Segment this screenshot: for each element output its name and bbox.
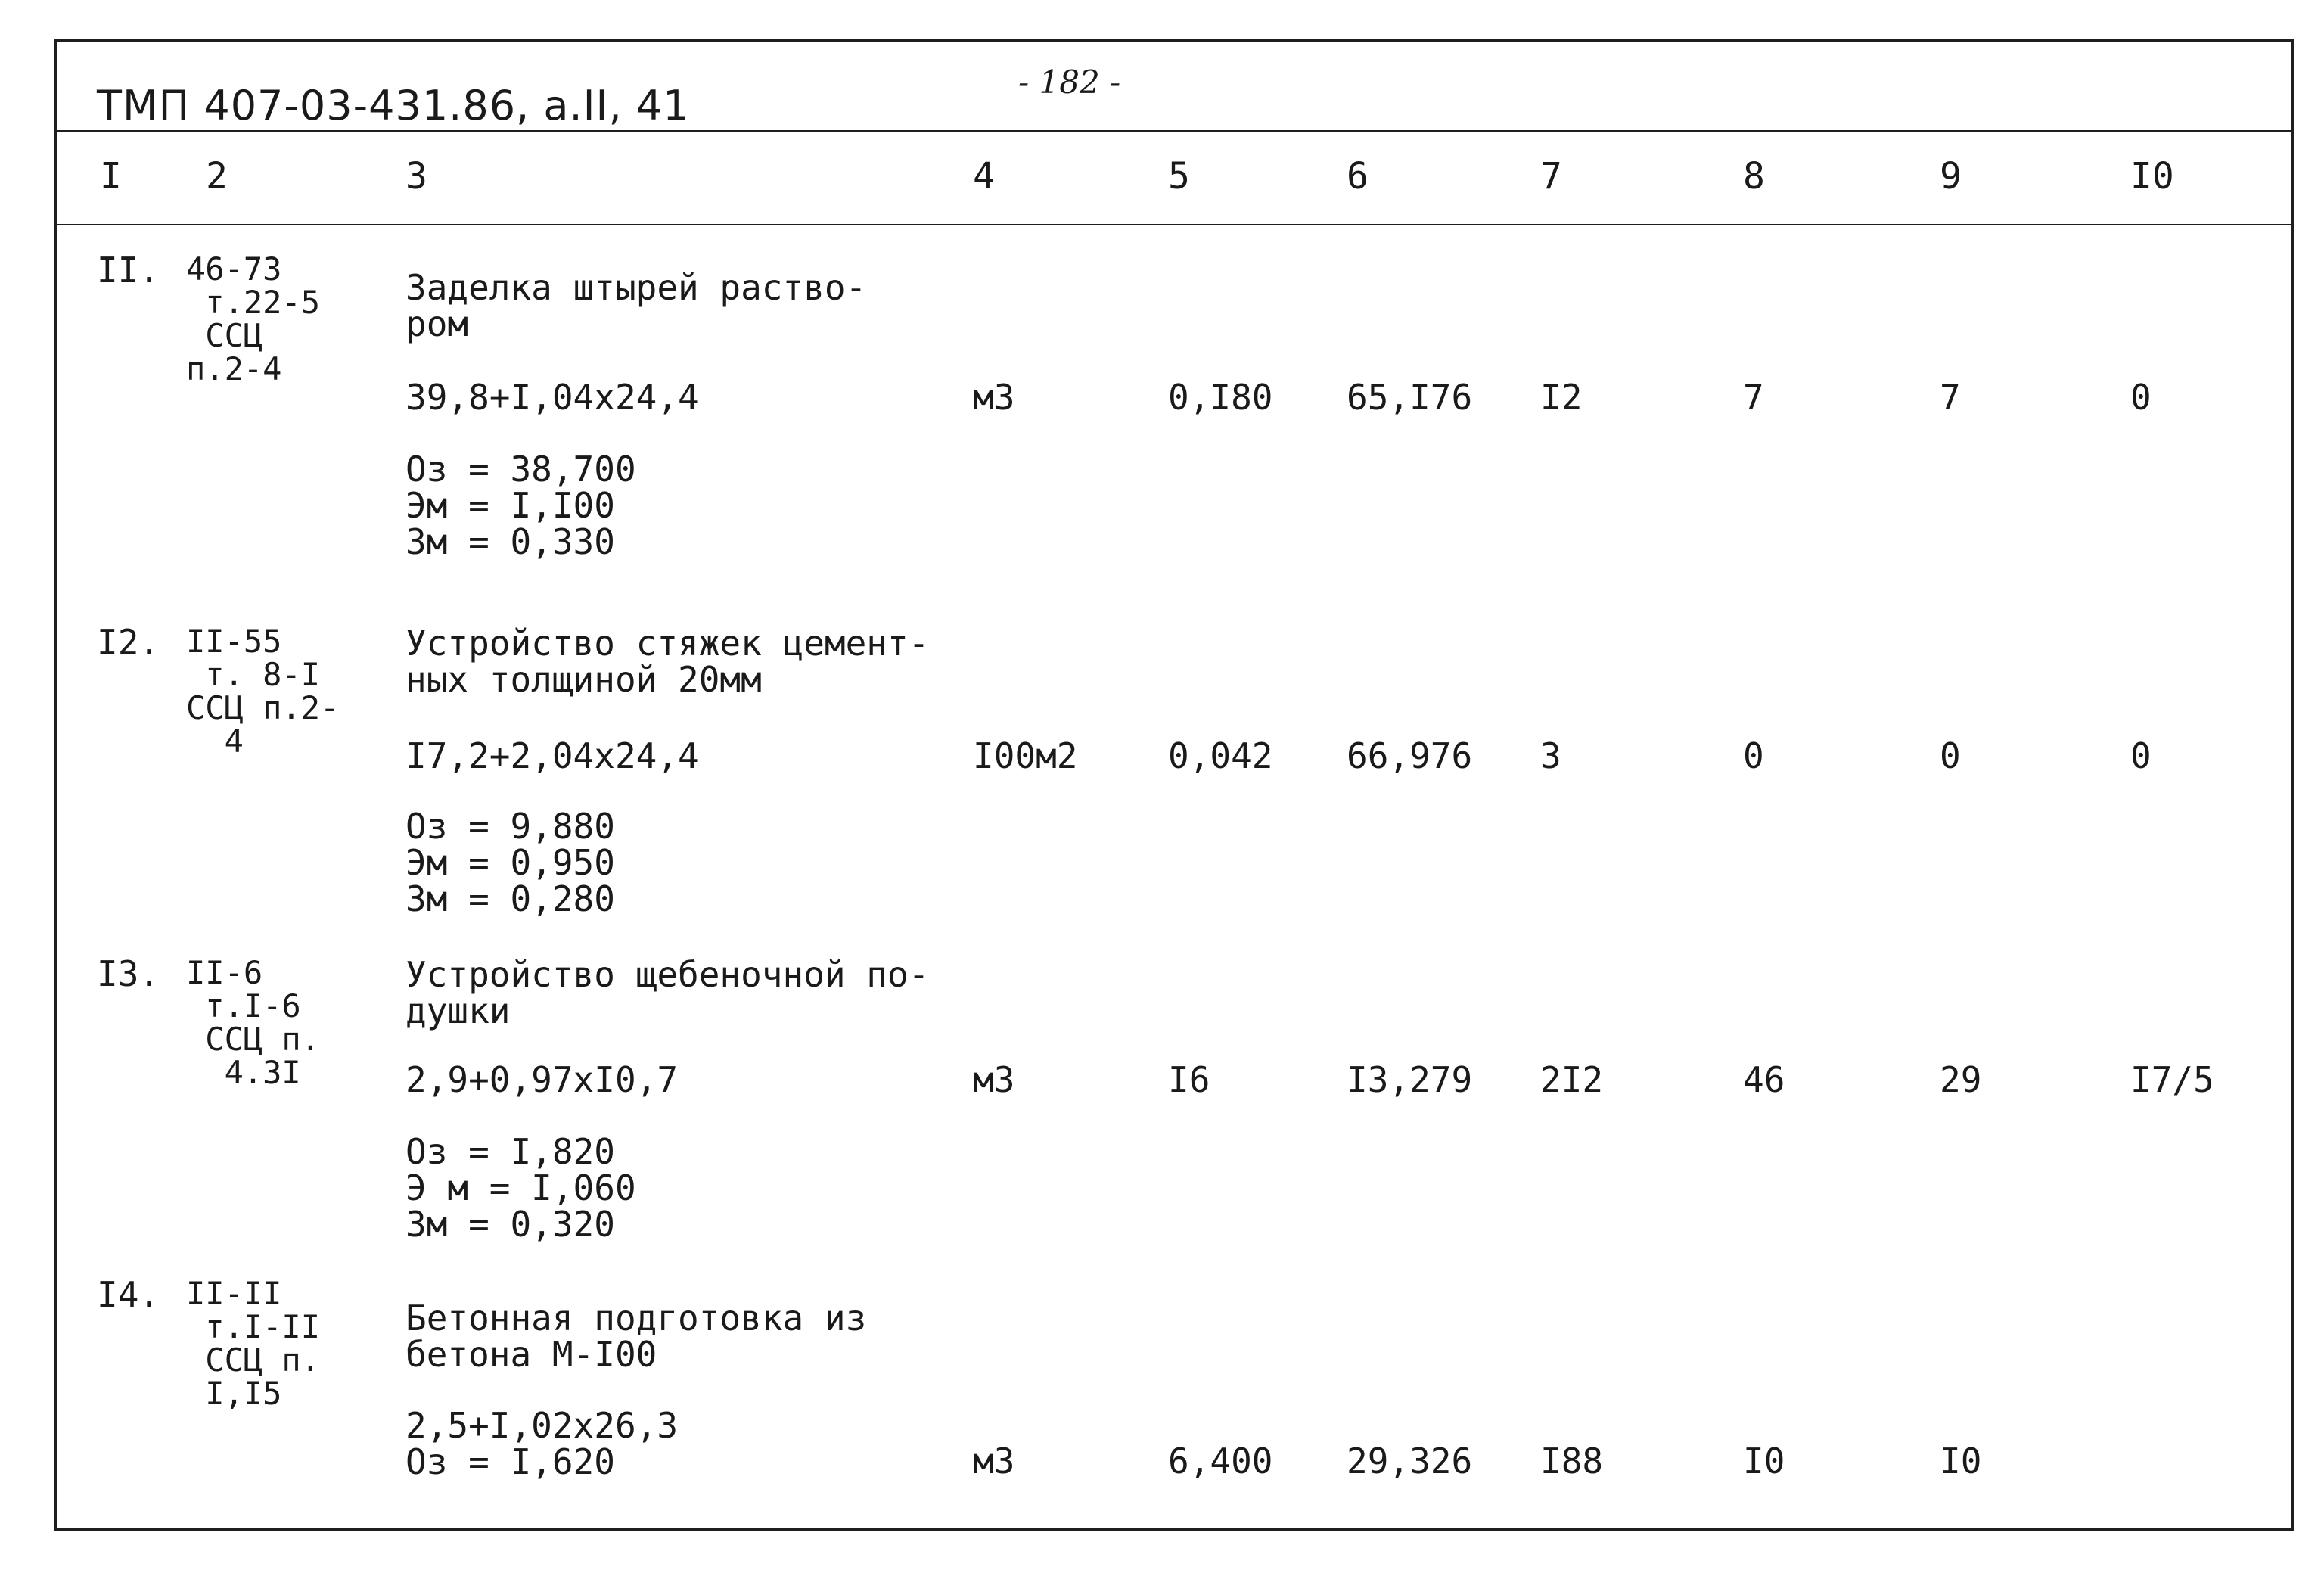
norm-reference: 46-73 т.22-5 ССЦ п.2-4: [186, 250, 321, 387]
column-header-7: 7: [1540, 155, 1562, 197]
cost-notes: Оз = 38,700 Эм = I,I00 Зм = 0,330: [405, 449, 636, 562]
volume-formula: 2,9+0,97xI0,7: [405, 1059, 679, 1100]
value-col5: 0,I80: [1168, 377, 1273, 418]
value-col8: 7: [1743, 377, 1764, 418]
norm-reference: II-6 т.I-6 ССЦ п. 4.3I: [186, 954, 321, 1091]
column-header-2: 2: [206, 155, 228, 197]
document-frame: [54, 39, 2294, 1531]
value-col8: 0: [1743, 735, 1764, 776]
work-title: Устройство стяжек цемент- ных толщиной 20мм: [405, 623, 930, 700]
norm-reference: II-II т.I-II ССЦ п. I,I5: [186, 1275, 321, 1412]
volume-formula: 2,5+I,02x26,3 Оз = I,620: [405, 1405, 679, 1482]
page-number: - 182 -: [1018, 64, 1121, 101]
cost-notes: Оз = I,820 Э м = I,060 Зм = 0,320: [405, 1131, 636, 1245]
value-col5: I6: [1168, 1059, 1210, 1100]
value-col9: 0: [1940, 735, 1961, 776]
column-header-9: 9: [1940, 155, 1962, 197]
value-col7: 3: [1540, 735, 1561, 776]
unit: м3: [973, 377, 1015, 418]
value-col8: I0: [1743, 1441, 1785, 1481]
work-title: Бетонная подготовка из бетона М-I00: [405, 1298, 867, 1375]
value-col8: 46: [1743, 1059, 1785, 1100]
header-top-rule: [57, 130, 2291, 132]
column-header-1: I: [100, 155, 122, 197]
value-col7: 2I2: [1540, 1059, 1604, 1100]
column-header-10: I0: [2130, 155, 2174, 197]
page-title: ТМП 407-03-431.86, а.II, 41: [97, 82, 690, 129]
volume-formula: 39,8+I,04x24,4: [405, 377, 699, 418]
value-col6: 29,326: [1347, 1441, 1473, 1481]
value-col9: 7: [1940, 377, 1961, 418]
value-col6: 66,976: [1347, 735, 1473, 776]
unit: м3: [973, 1441, 1015, 1481]
column-header-3: 3: [405, 155, 427, 197]
column-header-5: 5: [1168, 155, 1190, 197]
value-col10: 0: [2130, 377, 2152, 418]
column-header-8: 8: [1743, 155, 1765, 197]
row-number: I2.: [97, 622, 160, 663]
row-number: I3.: [97, 953, 160, 994]
row-number: II.: [97, 250, 160, 291]
value-col5: 0,042: [1168, 735, 1273, 776]
cost-notes: Оз = 9,880 Эм = 0,950 Зм = 0,280: [405, 806, 615, 919]
row-number: I4.: [97, 1274, 160, 1315]
column-header-6: 6: [1347, 155, 1369, 197]
work-title: Заделка штырей раство- ром: [405, 267, 867, 344]
volume-formula: I7,2+2,04x24,4: [405, 735, 699, 776]
unit: I00м2: [973, 735, 1078, 776]
value-col5: 6,400: [1168, 1441, 1273, 1481]
value-col6: 65,I76: [1347, 377, 1473, 418]
unit: м3: [973, 1059, 1015, 1100]
value-col7: I88: [1540, 1441, 1604, 1481]
value-col10: 0: [2130, 735, 2152, 776]
column-header-4: 4: [973, 155, 995, 197]
work-title: Устройство щебеночной по- душки: [405, 954, 930, 1031]
norm-reference: II-55 т. 8-I ССЦ п.2- 4: [186, 623, 340, 760]
value-col7: I2: [1540, 377, 1583, 418]
value-col10: I7/5: [2130, 1059, 2214, 1100]
header-bottom-rule: [57, 224, 2291, 225]
value-col9: I0: [1940, 1441, 1982, 1481]
value-col9: 29: [1940, 1059, 1982, 1100]
value-col6: I3,279: [1347, 1059, 1473, 1100]
